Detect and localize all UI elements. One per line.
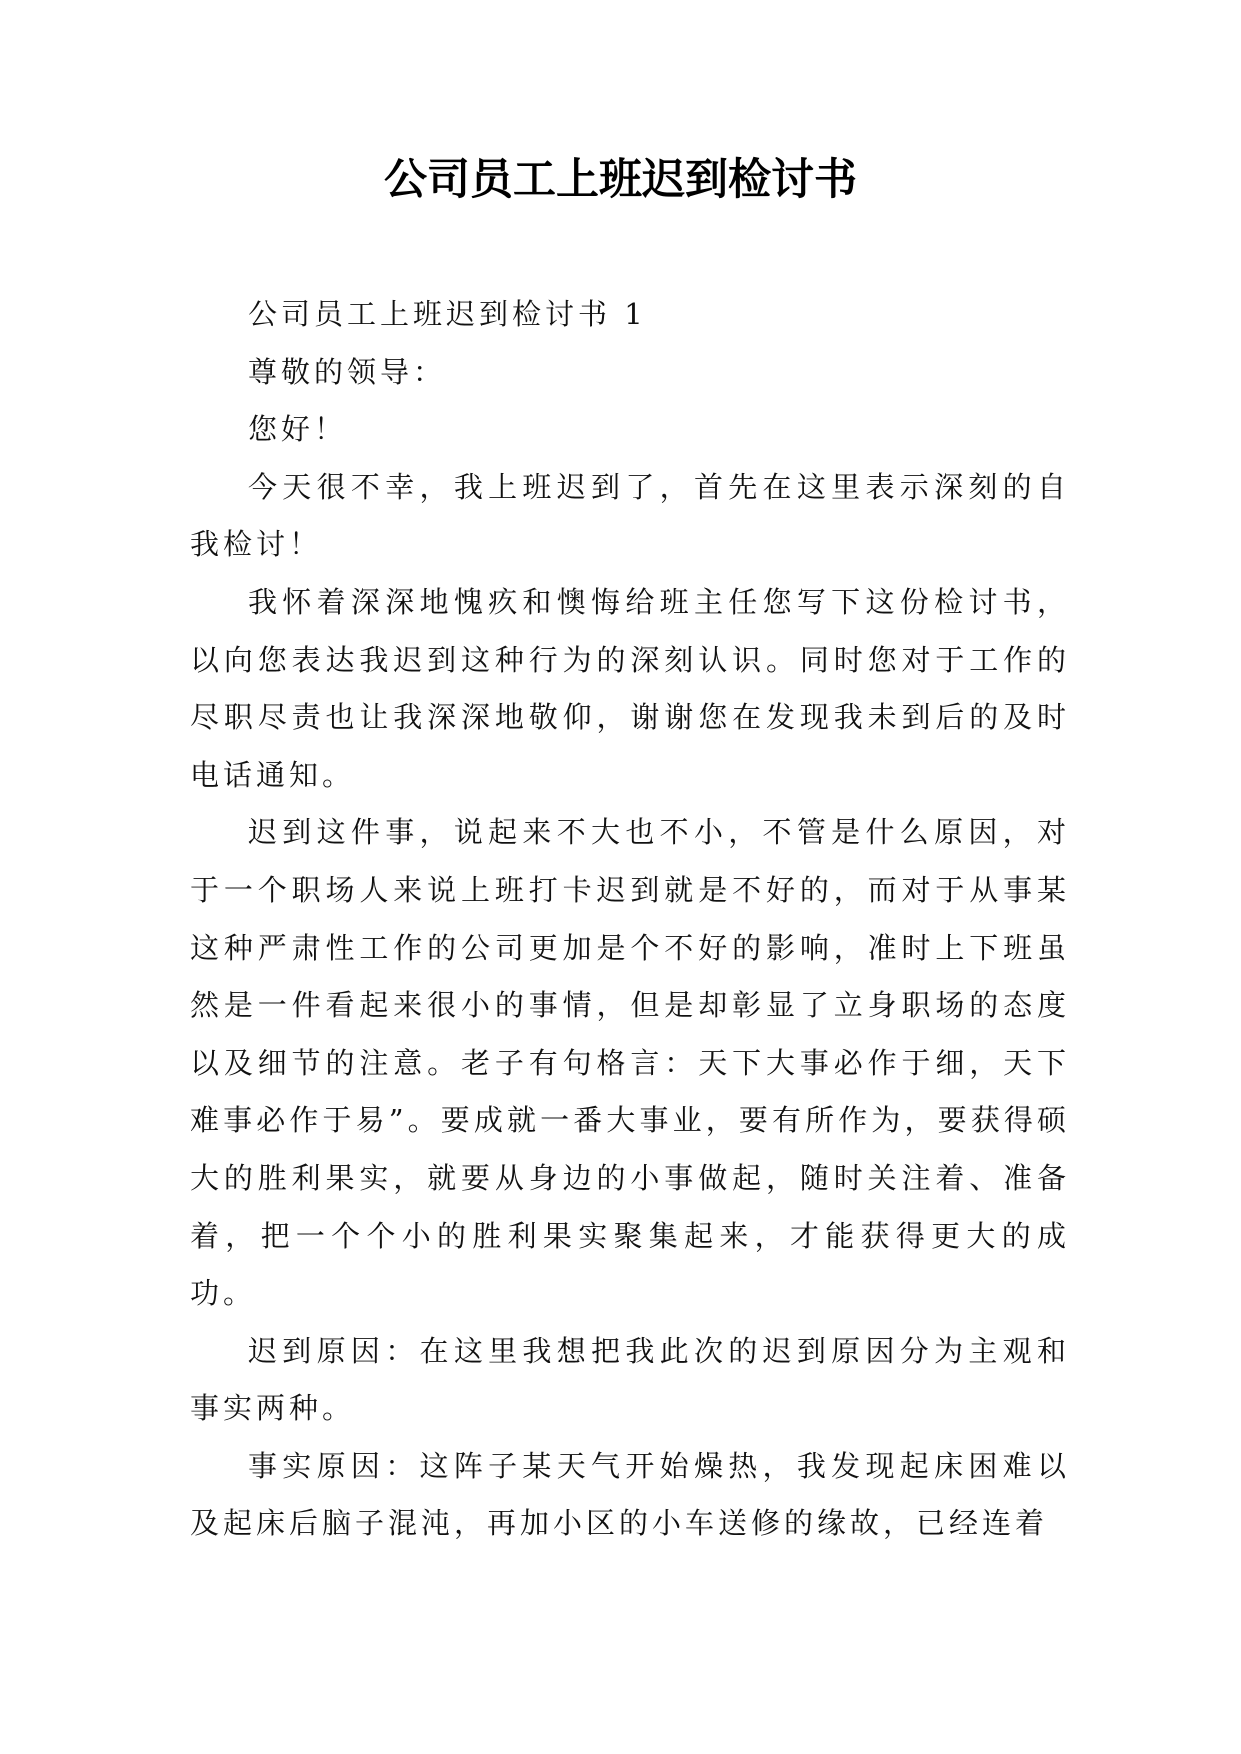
paragraph-apology: 今天很不幸，我上班迟到了，首先在这里表示深刻的自我检讨！	[190, 469, 1070, 562]
paragraph-heading: 公司员工上班迟到检讨书 1	[248, 297, 647, 331]
paragraph-reflection: 迟到这件事，说起来不大也不小，不管是什么原因，对于一个职场人来说上班打卡迟到就是不好的，而对于从事某这种严肃性工作的公司更加是个不好的影响，准时上下班虽然是一件看起来很小的事情，但是却彰显了立身职场的态度以及细节的注意。老子有句格言：天下大事必作于细，天下难事必作于易”。要成就一番大事业，要有所作为，要获得硕大的胜利果实，就要从身边的小事做起，随时关注着、准备着，把一个个小的胜利果实聚集起来，才能获得更大的成功。	[190, 815, 1070, 1311]
document-title: 公司员工上班迟到检讨书	[384, 155, 857, 205]
document-body	[190, 286, 1070, 1553]
paragraph-reasons: 迟到原因：在这里我想把我此次的迟到原因分为主观和事实两种。	[190, 1333, 1070, 1426]
paragraph-salutation: 尊敬的领导：	[248, 354, 447, 389]
paragraph-factual-reasons: 事实原因：这阵子某天气开始燥热，我发现起床困难以及起床后脑子混沌，再加小区的小车送修的缘故，已经连着	[190, 1448, 1070, 1541]
paragraph-remorse: 我怀着深深地愧疚和懊悔给班主任您写下这份检讨书，以向您表达我迟到这种行为的深刻认识。同时您对于工作的尽职尽责也让我深深地敬仰，谢谢您在发现我未到后的及时电话通知。	[190, 584, 1070, 792]
paragraph-greeting: 您好！	[248, 412, 348, 447]
